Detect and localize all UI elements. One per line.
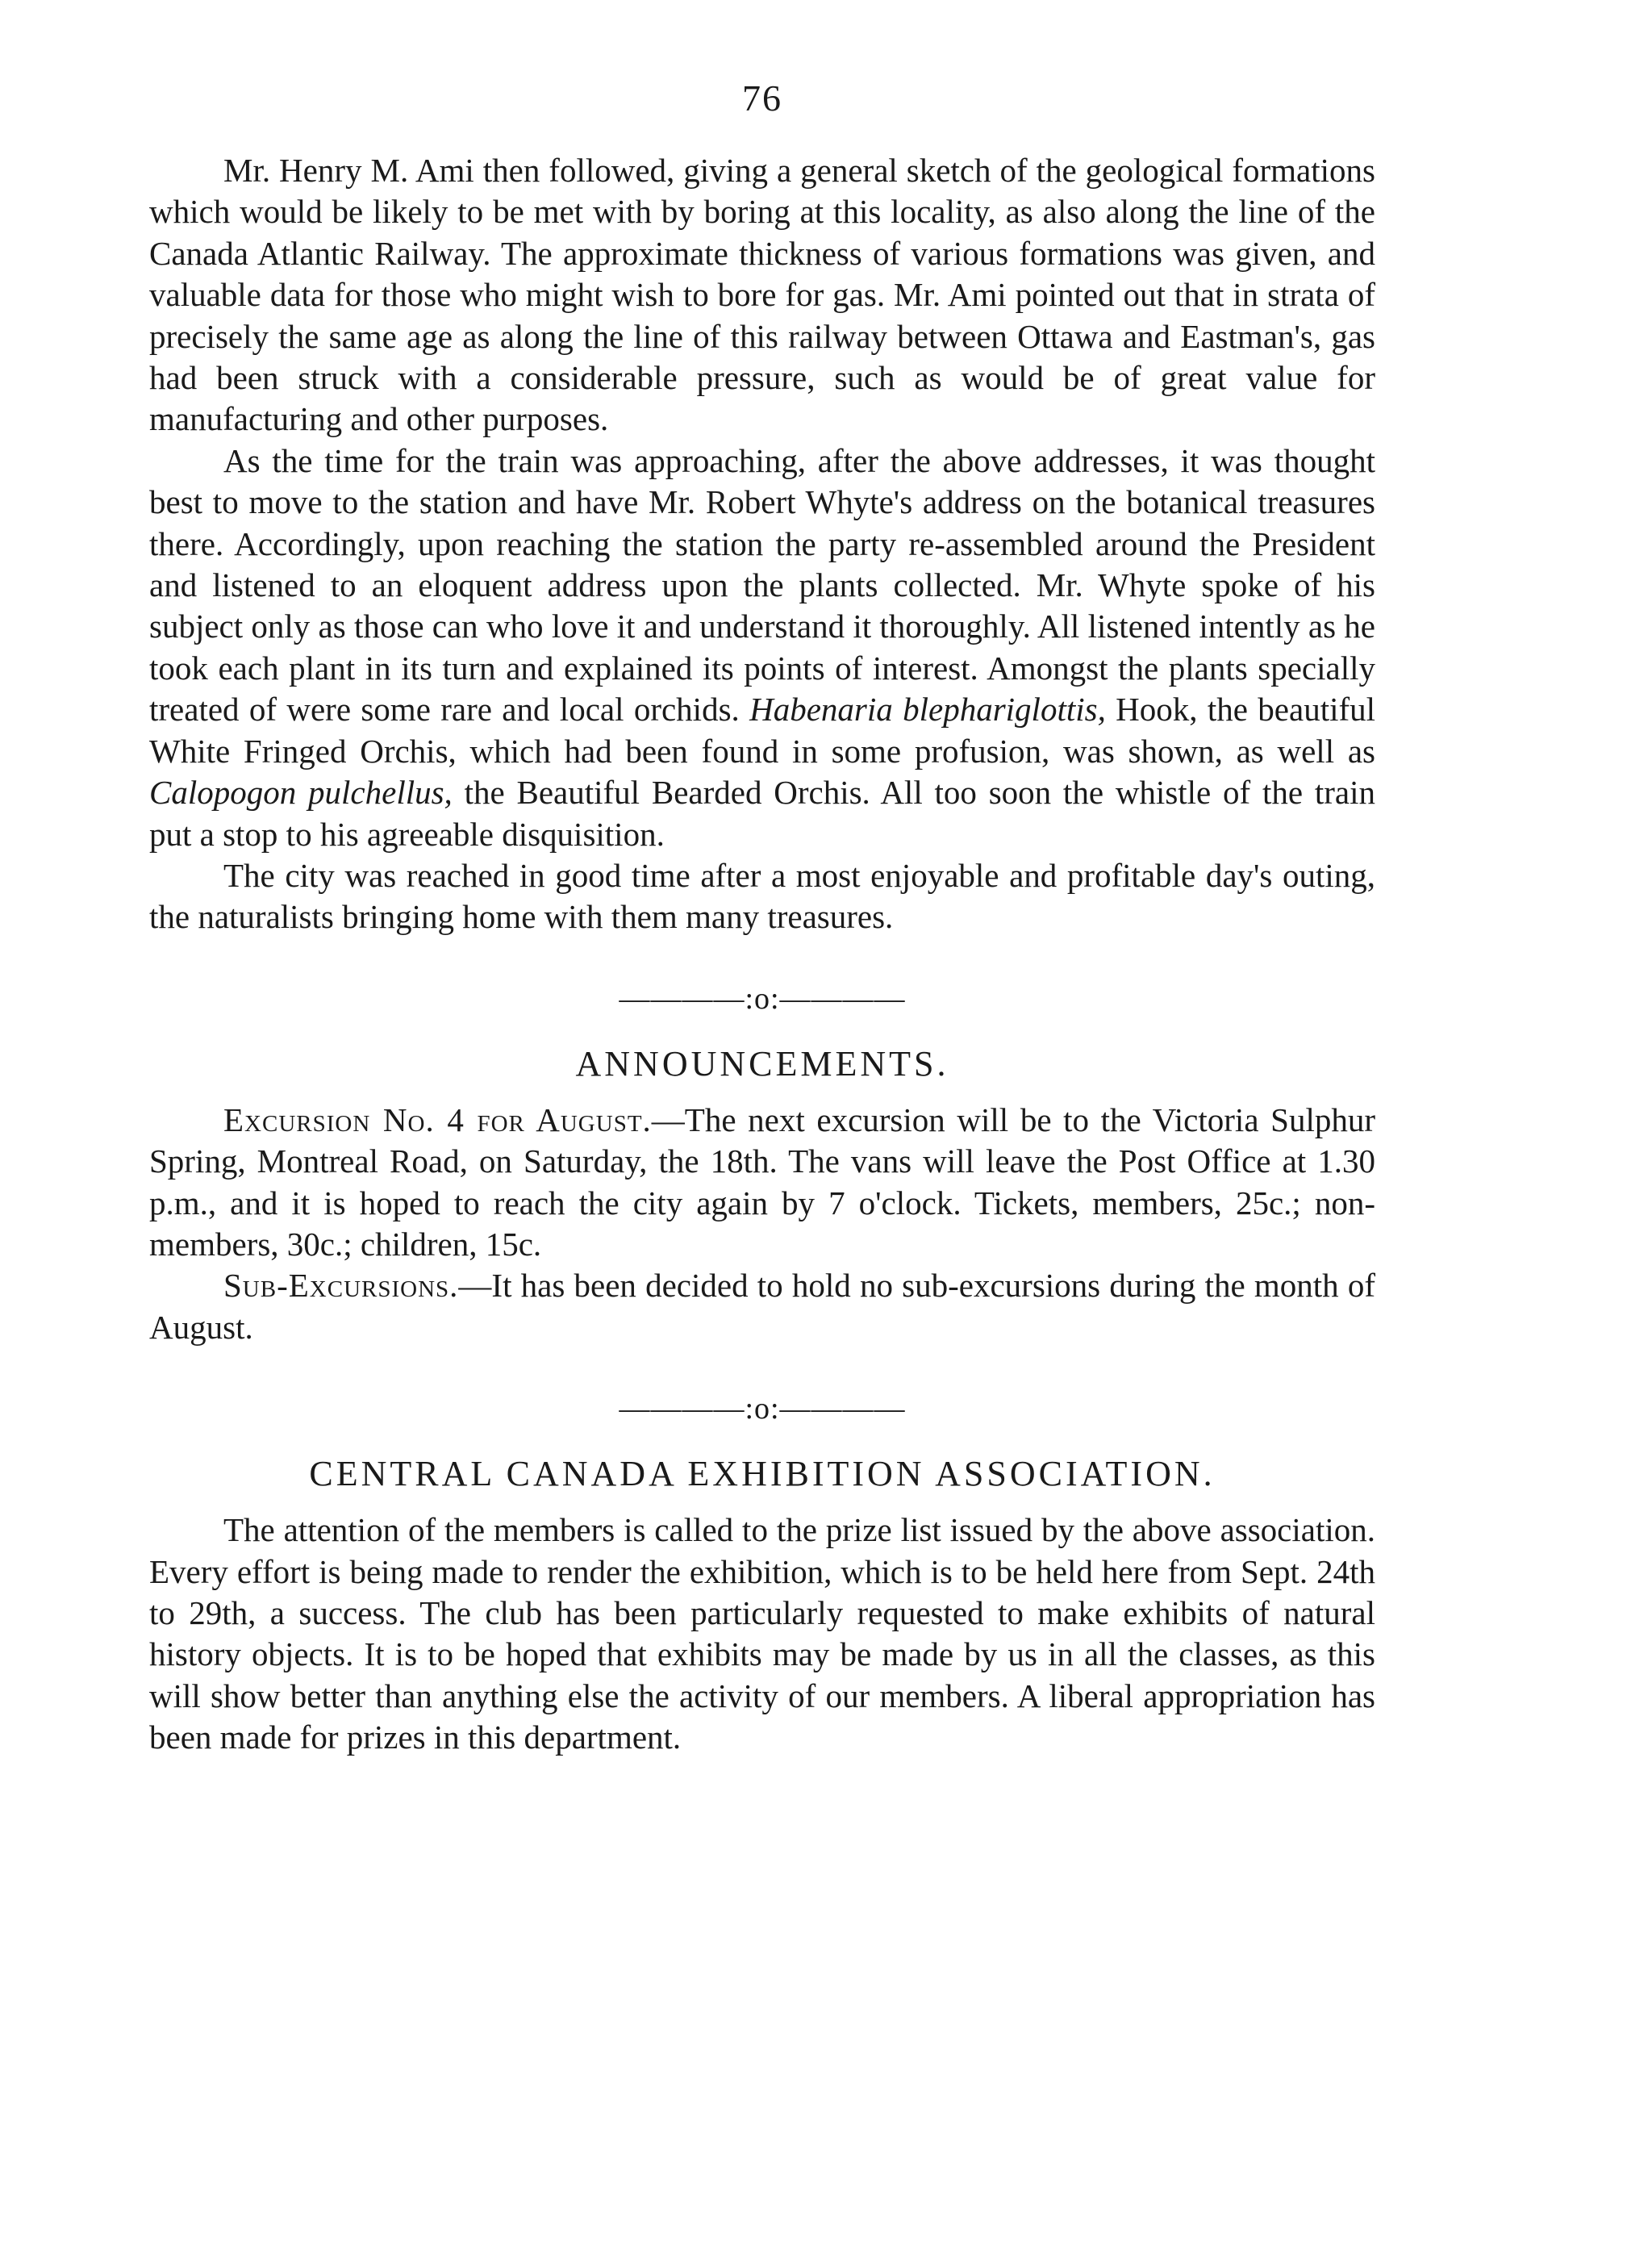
exhibition-heading: CENTRAL CANADA EXHIBITION ASSOCIATION. (309, 1454, 1216, 1494)
page-content (149, 77, 1375, 1759)
species-name-habenaria: Habenaria blephariglottis, (749, 691, 1106, 729)
announcements-heading: ANNOUNCEMENTS. (575, 1043, 949, 1084)
report-paragraph-whyte-text-2: Hook, the beautiful White Fringed Orchis, which had been found in some profusion, was shown, as well as (149, 691, 1376, 770)
announcement-excursion (149, 1100, 1375, 1266)
report-paragraph-return: The city was reached in good time after a most enjoyable and profitable day's outing, the naturalists bringing home with them many treasures. (149, 856, 1375, 936)
announcement-sub-lead: Sub-Excursions. (223, 1267, 459, 1305)
announcement-excursion-text: —The next excursion will be to the Victoria Sulphur Spring, Montreal Road, on Saturday, the 18th. The vans will leave the Post Office at 1.30 p.m., and it is hoped to reach the city again by 7 o'clock. Tickets, members, 25c.; non-members, 30c.; children, 15c. (149, 1100, 1375, 1263)
page-number: 76 (742, 77, 782, 119)
announcement-excursion-lead: Excursion No. 4 for August. (223, 1100, 652, 1138)
announcement-sub-text: —It has been decided to hold no sub-excursions during the month of August. (149, 1267, 1375, 1346)
announcement-sub-excursions (149, 1265, 1375, 1348)
report-paragraph-whyte (149, 441, 1375, 855)
report-paragraph-whyte-text-3: the Beautiful Bearded Orchis. All too soon the whistle of the train put a stop to his agreeable disquisition. (149, 774, 1376, 853)
report-paragraph-ami: Mr. Henry M. Ami then followed, giving a general sketch of the geological formations which would be likely to be met with by boring at this locality, as also along the line of the Canada Atlantic Railway. The approximate thickness of various formations was given, and valuable data for those who might wish to bore for gas. Mr. Ami pointed out that in strata of precisely the same age as along the line of this railway between Ottawa and Eastman's, gas had been struck with a considerable pressure, such as would be of great value for manufacturing and other purposes. (149, 152, 1375, 438)
exhibition-paragraph: The attention of the members is called to the prize list issued by the above association. Every effort is being made to render the exhibition, which is to be held here from Sept. 24th to 29th, a success. The club has been particularly requested to make exhibits of natural history objects. It is to be hoped that exhibits may be made by us in all the classes, as this will show better than anything else the activity of our members. A liberal appropriation has been made for prizes in this department. (149, 1511, 1375, 1756)
section-divider-2: ————:o:———— (619, 1392, 906, 1426)
species-name-calopogon: Calopogon pulchellus, (149, 774, 453, 812)
section-divider: ————:o:———— (619, 981, 906, 1016)
report-paragraph-whyte-text: As the time for the train was approaching, after the above addresses, it was thought best to move to the station and have Mr. Robert Whyte's address on the botanical treasures there. Accordingly, upon reaching the station the party re-assembled around the President and listened to an eloquent address upon the plants collected. Mr. Whyte spoke of his subject only as those can who love it and understand it thoroughly. All listened intently as he took each plant in its turn and explained its points of interest. Amongst the plants specially treated of were some rare and local orchids. (149, 441, 1375, 729)
